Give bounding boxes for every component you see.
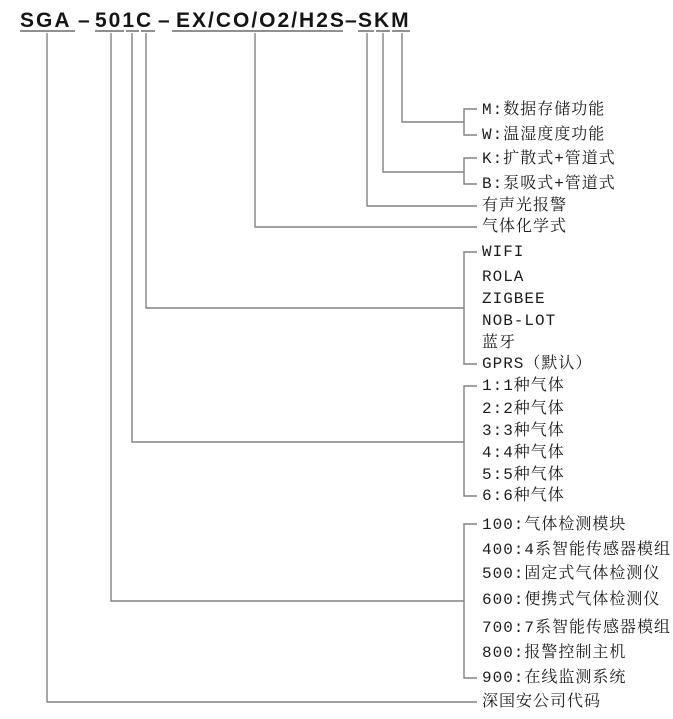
label-company-code: 深国安公司代码	[482, 693, 602, 711]
line-communication	[146, 33, 464, 308]
label-comm-wifi: WIFI	[482, 243, 525, 261]
label-gas-count-2: 2:2种气体	[482, 400, 565, 418]
separator-dash: –	[158, 9, 172, 32]
bracket-option-mw	[464, 109, 477, 135]
label-series-400: 400:4系智能传感器模组	[482, 541, 672, 559]
label-series-500: 500:固定式气体检测仪	[482, 565, 661, 583]
bracket-gas-count	[464, 386, 477, 496]
label-option-m: M:数据存储功能	[482, 101, 606, 119]
bracket-communication	[464, 252, 477, 364]
label-option-b: B:泵吸式+管道式	[482, 175, 616, 193]
bracket-series	[464, 524, 477, 678]
label-comm-gprs: GPRS（默认）	[482, 355, 593, 373]
model-part-options: SKM	[358, 9, 411, 32]
leader-lines	[47, 33, 477, 702]
label-series-600: 600:便携式气体检测仪	[482, 591, 661, 609]
separator-dash: –	[78, 9, 92, 32]
label-gas-count-1: 1:1种气体	[482, 377, 565, 395]
line-option-kb	[383, 33, 464, 172]
bracket-option-kb	[464, 158, 477, 184]
label-gas-count-3: 3:3种气体	[482, 422, 565, 440]
label-comm-nob-lot: NOB-LOT	[482, 312, 557, 330]
line-series	[111, 33, 464, 601]
label-series-800: 800:报警控制主机	[482, 644, 627, 662]
label-alarm: 有声光报警	[482, 197, 568, 215]
line-gas-count	[132, 33, 464, 442]
line-option-mw	[402, 33, 464, 122]
line-gas-formula	[255, 33, 477, 227]
label-series-900: 900:在线监测系统	[482, 669, 627, 687]
label-series-700: 700:7系智能传感器模组	[482, 619, 672, 637]
label-gas-count-4: 4:4种气体	[482, 444, 565, 462]
separator-dash: –	[345, 9, 359, 32]
model-part-series: 501C	[95, 9, 154, 32]
label-gas-formula: 气体化学式	[482, 218, 568, 236]
label-gas-count-5: 5:5种气体	[482, 466, 565, 484]
label-gas-count-6: 6:6种气体	[482, 487, 565, 505]
label-option-k: K:扩散式+管道式	[482, 150, 616, 168]
label-option-w: W:温湿度度功能	[482, 126, 606, 144]
label-comm-zigbee: ZIGBEE	[482, 290, 546, 308]
label-comm-bluetooth: 蓝牙	[482, 334, 517, 352]
model-part-company: SGA	[20, 9, 72, 32]
label-series-100: 100:气体检测模块	[482, 516, 627, 534]
label-comm-rola: ROLA	[482, 268, 525, 286]
model-part-gases: EX/CO/O2/H2S	[176, 9, 346, 32]
